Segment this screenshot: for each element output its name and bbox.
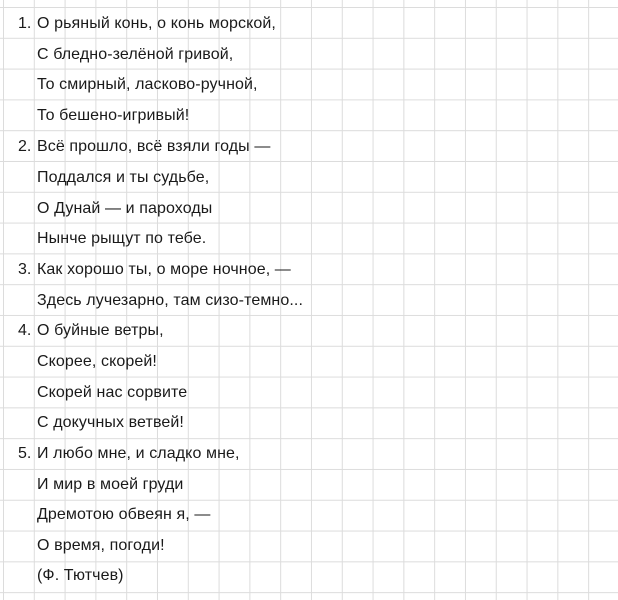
author-attribution: (Ф. Тютчев) xyxy=(37,567,124,584)
poem-3-line-2: Здесь лучезарно, там сизо-темно... xyxy=(37,292,303,309)
poem-4-line-4: С докучных ветвей! xyxy=(37,414,184,431)
poem-4-line-2: Скорее, скорей! xyxy=(37,353,157,370)
poem-1-line-2: С бледно-зелёной гривой, xyxy=(37,46,234,63)
poem-4-line-3: Скорей нас сорвите xyxy=(37,384,188,401)
poem-5-line-1: И любо мне, и сладко мне, xyxy=(37,445,240,462)
poem-5-line-4: О время, погоди! xyxy=(37,537,165,554)
item-number-3: 3. xyxy=(18,261,32,278)
poem-2-line-3: О Дунай — и пароходы xyxy=(37,200,213,217)
poem-4-line-1: О буйные ветры, xyxy=(37,322,164,339)
poem-5-line-3: Дремотою обвеян я, — xyxy=(37,506,211,523)
poem-1-line-1: О рьяный конь, о конь морской, xyxy=(37,15,276,32)
poem-1-line-3: То смирный, ласково-ручной, xyxy=(37,76,258,93)
poem-5-line-2: И мир в моей груди xyxy=(37,476,184,493)
item-number-1: 1. xyxy=(18,15,32,32)
item-number-4: 4. xyxy=(18,322,32,339)
poem-1-line-4: То бешено-игривый! xyxy=(37,107,190,124)
item-number-5: 5. xyxy=(18,445,32,462)
poem-3-line-1: Как хорошо ты, о море ночное, — xyxy=(37,261,291,278)
poem-2-line-2: Поддался и ты судьбе, xyxy=(37,169,210,186)
item-number-2: 2. xyxy=(18,138,32,155)
poem-2-line-4: Нынче рыщут по тебе. xyxy=(37,230,207,247)
poem-2-line-1: Всё прошло, всё взяли годы — xyxy=(37,138,271,155)
